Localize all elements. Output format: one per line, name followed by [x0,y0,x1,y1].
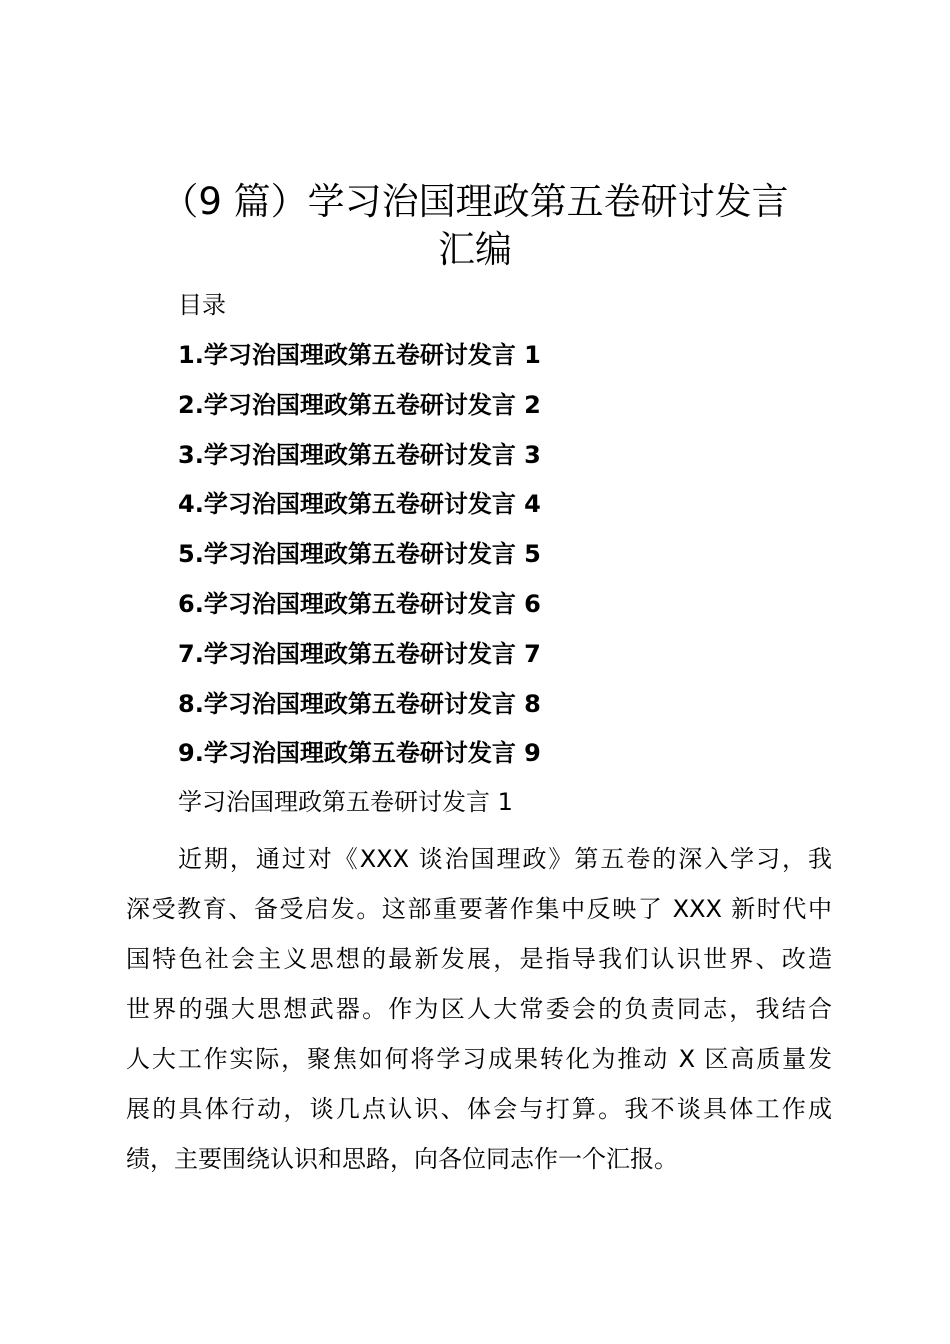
toc-item: 1.学习治国理政第五卷研讨发言 1 [178,341,541,369]
body-line: 人大工作实际，聚焦如何将学习成果转化为推动 X 区高质量发 [126,1045,832,1073]
toc-heading: 目录 [178,291,226,319]
title-line-1: （9 篇）学习治国理政第五卷研讨发言 [161,180,789,223]
body-line: 国特色社会主义思想的最新发展，是指导我们认识世界、改造 [126,945,832,973]
body-line: 深受教育、备受启发。这部重要著作集中反映了 XXX 新时代中 [126,895,832,923]
section-title: 学习治国理政第五卷研讨发言 1 [178,788,513,816]
toc-item: 3.学习治国理政第五卷研讨发言 3 [178,440,541,469]
toc-item: 9.学习治国理政第五卷研讨发言 9 [178,739,541,768]
table-of-contents [178,337,541,785]
toc-item: 6.学习治国理政第五卷研讨发言 6 [178,589,541,618]
toc-item: 7.学习治国理政第五卷研讨发言 7 [178,639,541,668]
title-line-2: 汇编 [438,228,512,271]
toc-item: 8.学习治国理政第五卷研讨发言 8 [178,689,541,718]
body-paragraph [126,834,832,1184]
body-line: 世界的强大思想武器。作为区人大常委会的负责同志，我结合 [126,995,832,1023]
body-line: 绩，主要围绕认识和思路，向各位同志作一个汇报。 [126,1145,678,1173]
toc-item: 2.学习治国理政第五卷研讨发言 2 [178,390,541,419]
document-title [110,178,840,274]
body-line: 展的具体行动，谈几点认识、体会与打算。我不谈具体工作成 [126,1095,832,1123]
toc-item: 4.学习治国理政第五卷研讨发言 4 [178,490,541,519]
toc-item: 5.学习治国理政第五卷研讨发言 5 [178,540,541,569]
body-line: 近期，通过对《XXX 谈治国理政》第五卷的深入学习，我 [178,845,832,873]
